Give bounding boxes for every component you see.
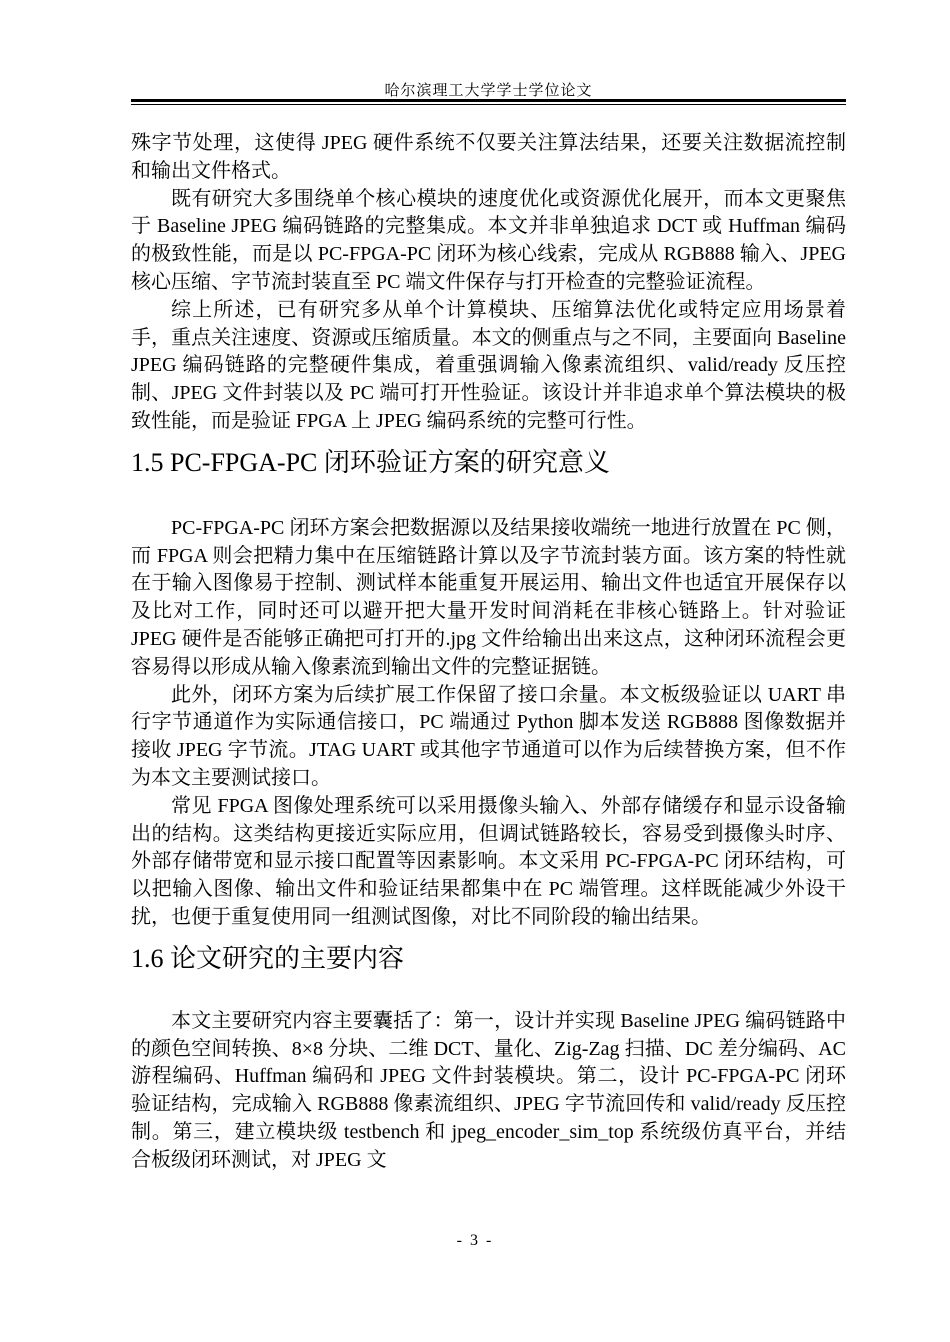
paragraph: 常见 FPGA 图像处理系统可以采用摄像头输入、外部存储缓存和显示设备输出的结构。这类结构更接近实际应用，但调试链路较长，容易受到摄像头时序、外部存储带宽和显示接口配置等因素影响。本文采用 PC-FPGA-PC 闭环结构，可以把输入图像、输出文件和验证结果都集中在 PC 端管理。这样既能减少外设干扰，也便于重复使用同一组测试图像，对比不同阶段的输出结果。 — [131, 794, 846, 928]
page-number: - 3 - — [456, 1232, 494, 1249]
header-rule-thin — [131, 104, 846, 105]
paragraph-continued: 殊字节处理，这使得 JPEG 硬件系统不仅要关注算法结果，还要关注数据流控制和输出文件格式。 — [131, 132, 846, 182]
paragraph: 既有研究大多围绕单个核心模块的速度优化或资源优化展开，而本文更聚焦于 Baseline JPEG 编码链路的完整集成。本文并非单独追求 DCT 或 Huffman 编码的极致性能，而是以 PC-FPGA-PC 闭环为核心线索，完成从 RGB888 输入、JPEG 核心压缩、字节流封装直至 PC 端文件保存与打开检查的完整验证流程。 — [131, 187, 846, 293]
paragraph: 综上所述，已有研究多从单个计算模块、压缩算法优化或特定应用场景着手，重点关注速度、资源或压缩质量。本文的侧重点与之不同，主要面向 Baseline JPEG 编码链路的完整硬件集成，着重强调输入像素流组织、valid/ready 反压控制、JPEG 文件封装以及 PC 端可打开性验证。该设计并非追求单个算法模块的极致性能，而是验证 FPGA 上 JPEG 编码系统的完整可行性。 — [131, 298, 846, 432]
running-header: 哈尔滨理工大学学士学位论文 — [384, 83, 593, 99]
section-heading-1-6: 1.6 论文研究的主要内容 — [131, 943, 405, 973]
page-body — [131, 130, 846, 1175]
header-rule-thick — [131, 99, 846, 102]
paragraph: 本文主要研究内容主要囊括了：第一，设计并实现 Baseline JPEG 编码链路中的颜色空间转换、8×8 分块、二维 DCT、量化、Zig-Zag 扫描、DC 差分编码、AC 游程编码、Huffman 编码和 JPEG 文件封装模块。第二，设计 PC-FPGA-PC 闭环验证结构，完成输入 RGB888 像素流组织、JPEG 字节流回传和 valid/ready 反压控制。第三，建立模块级 testbench 和 jpeg_encoder_sim_top 系统级仿真平台，并结合板级闭环测试，对 JPEG 文 — [131, 1009, 846, 1171]
paragraph: 此外，闭环方案为后续扩展工作保留了接口余量。本文板级验证以 UART 串行字节通道作为实际通信接口，PC 端通过 Python 脚本发送 RGB888 图像数据并接收 JPEG 字节流。JTAG UART 或其他字节通道可以作为后续替换方案，但不作为本文主要测试接口。 — [131, 683, 846, 789]
section-heading-1-5: 1.5 PC-FPGA-PC 闭环验证方案的研究意义 — [131, 447, 610, 477]
paragraph: PC-FPGA-PC 闭环方案会把数据源以及结果接收端统一地进行放置在 PC 侧，而 FPGA 则会把精力集中在压缩链路计算以及字节流封装方面。该方案的特性就在于输入图像易于控制、测试样本能重复开展运用、输出文件也适宜开展保存以及比对工作，同时还可以避开把大量开发时间消耗在非核心链路上。针对验证 JPEG 硬件是否能够正确把可打开的.jpg 文件给输出出来这点，这种闭环流程会更容易得以形成从输入像素流到输出文件的完整证据链。 — [131, 516, 846, 678]
